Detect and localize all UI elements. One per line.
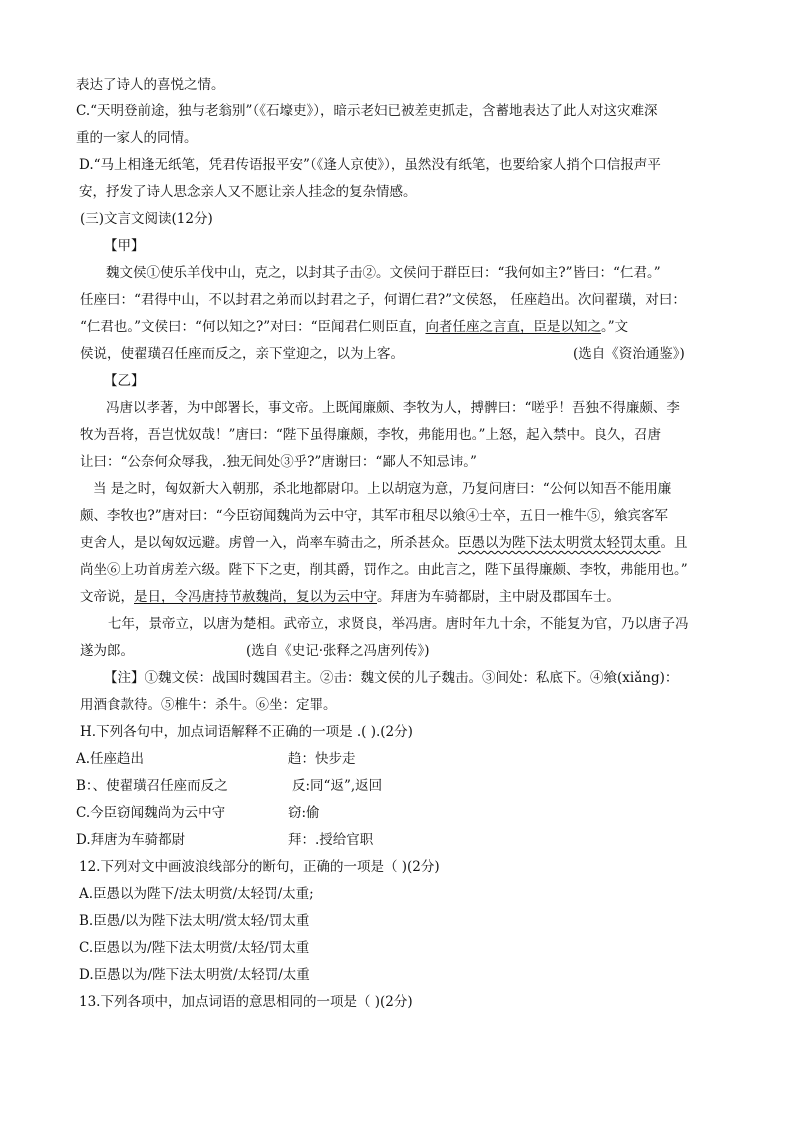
poetry-option-c-line1: C.“天明登前途，独与老翁别”（《石壕吏》），暗示老妇已被差吏抓走，含蓄地表达了此人对这灾难深 <box>76 103 658 119</box>
passage-jia-line2: 任座曰：“君得中山，不以封君之弟而以封君之子，何谓仁君?”文侯怒， 任座趋出。次问翟璜，对曰： <box>80 292 686 308</box>
passage-yi-line6-text: 吏舍人，是以匈奴远避。虏曾一入，尚率车骑击之，所杀甚众。 <box>80 535 458 551</box>
passage-yi-line6-end: 。且 <box>660 535 688 551</box>
passage-jia-marker: 【甲】 <box>104 238 145 254</box>
question-11-option-c-gloss: 窃:偷 <box>288 805 320 821</box>
wavy-underlined-sentence: 臣愚以为陛下法太明赏太轻罚太重 <box>458 535 661 551</box>
question-11-stem: H.下列各句中，加点词语解释不正确的一项是 .( ).(2分) <box>80 724 413 740</box>
question-11-option-d: D.拜唐为车骑都尉 <box>76 832 186 848</box>
passage-yi-source: (选自《史记·张释之冯唐列传》) <box>246 643 430 659</box>
passage-jia-line3-end: 。”文 <box>601 319 629 335</box>
question-13-stem: 13.下列各项中，加点词语的意思相同的一项是（ )(2分) <box>79 994 413 1010</box>
question-12-option-b: B.臣愚/以为陛下法太明/赏太轻/罚太重 <box>79 913 310 929</box>
passage-yi-line8-end: 。拜唐为车骑都尉，主中尉及郡国车士。 <box>377 589 620 605</box>
question-11-option-a: A.任座趋出 <box>76 751 145 767</box>
poetry-option-b-end: 表达了诗人的喜悦之情。 <box>76 77 225 93</box>
section-heading: (三)文言文阅读(12分) <box>80 211 213 227</box>
question-12-option-c: C.臣愚以为/陛下法太明赏/太轻/罚太重 <box>79 940 310 956</box>
passage-yi-line8-text: 文帝说， <box>80 589 134 605</box>
passage-yi-line2: 牧为吾将，吾岂忧奴哉！”唐曰：“陛下虽得廉颇，李牧，弗能用也。”上怒，起入禁中。良久，召唐 <box>80 427 661 443</box>
question-11-option-b-gloss: 反:同“返”,返回 <box>292 778 383 794</box>
passage-jia-line3 <box>80 318 628 336</box>
passage-yi-line7: 尚坐⑥上功首虏差六级。陛下下之吏，削其爵，罚作之。由此言之，陛下虽得廉颇、李牧，弗能用也。” <box>80 562 688 578</box>
question-11-option-d-gloss: 拜：.授给官职 <box>288 832 374 848</box>
passage-yi-line3: 让曰：“公奈何众辱我，.独无间处③乎?”唐谢曰：“鄙人不知忌讳。” <box>80 454 477 470</box>
passage-yi-marker: 【乙】 <box>104 373 145 389</box>
question-12-option-d: D.臣愚以为/陛下法太明赏/太轻罚/太重 <box>79 967 310 983</box>
notes-line2: 用酒食款待。⑤椎牛：杀牛。⑥坐：定罪。 <box>80 697 337 713</box>
question-11-option-b: B：、使翟璜召任座而反之 <box>76 778 228 794</box>
passage-yi-line5: 颇、李牧也?”唐对曰：“今臣窃闻魏尚为云中守，其军市租尽以飨④士卒，五日一椎牛⑤，飨宾客军 <box>80 508 669 524</box>
passage-jia-line1: 魏文侯①使乐羊伐中山，克之，以封其子击②。文侯问于群臣曰：“我何如主?”皆曰：“仁君。” <box>106 265 661 281</box>
passage-yi-line6-full <box>80 534 688 552</box>
question-12-option-a: A.臣愚以为陛下/法太明赏/太轻罚/太重; <box>79 886 314 902</box>
underlined-sentence-yi: 是日，令冯唐持节赦魏尚，复以为云中守 <box>134 589 377 605</box>
passage-yi-line9: 七年，景帝立，以唐为楚相。武帝立，求贤良，举冯唐。唐时年九十余，不能复为官，乃以唐子冯 <box>108 616 689 632</box>
passage-yi-line4: 当 是之时，匈奴新大入朝那，杀北地都尉卬。上以胡寇为意，乃复问唐曰：“公何以知吾不能用廉 <box>93 481 672 497</box>
passage-yi-line10: 遂为郎。 <box>80 643 134 659</box>
passage-yi-line1: 冯唐以孝著，为中郎署长，事文帝。上既闻廉颇、李牧为人，搏髀曰：“嗟乎！吾独不得廉颇、李 <box>106 400 680 416</box>
notes-line1: 【注】①魏文侯：战国时魏国君主。②击：魏文侯的儿子魏击。③间处：私底下。④飨(xiǎng)： <box>104 670 679 686</box>
passage-jia-source: (选自《资治通鉴》) <box>573 346 685 362</box>
poetry-option-d-line2: 安，抒发了诗人思念亲人又不愿让亲人挂念的复杂情感。 <box>79 184 417 200</box>
passage-yi-line8 <box>80 588 620 606</box>
underlined-sentence-jia: 向者任座之言直，臣是以知之 <box>425 319 601 335</box>
passage-jia-line4: 侯说，使翟璜召任座而反之，亲下堂迎之，以为上客。 <box>80 346 404 362</box>
poetry-option-c-line2: 重的一家人的同情。 <box>76 130 198 146</box>
question-11-option-a-gloss: 趋：快步走 <box>288 751 356 767</box>
passage-jia-line3-text: “仁君也。”文侯曰：“何以知之?”对曰：“臣闻君仁则臣直， <box>80 319 426 335</box>
question-11-option-c: C.今臣窃闻魏尚为云中守 <box>76 805 226 821</box>
question-12-stem: 12.下列对文中画波浪线部分的断句，正确的一项是（ )(2分) <box>79 859 440 875</box>
poetry-option-d-line1: D.“马上相逢无纸笔，凭君传语报平安”（《逢人京使》），虽然没有纸笔，也要给家人捎个口信报声平 <box>79 157 661 173</box>
